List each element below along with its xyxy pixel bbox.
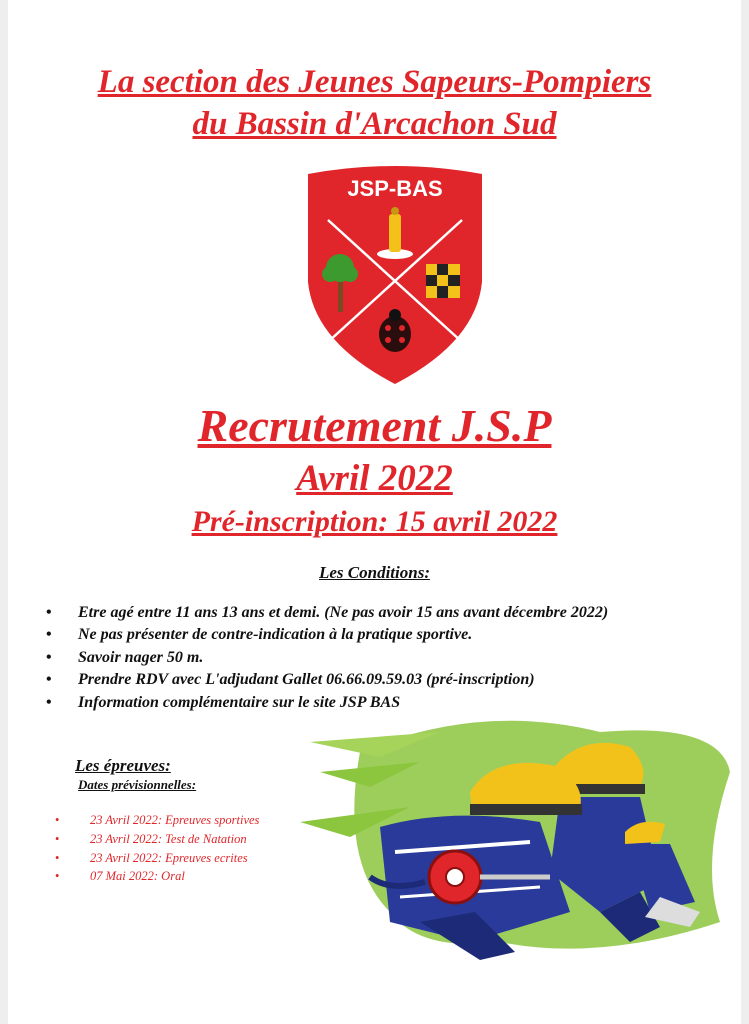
recruitment-month: Avril 2022	[296, 458, 453, 499]
epreuves-list	[52, 811, 259, 886]
preinscription-date: Pré-inscription: 15 avril 2022	[191, 505, 558, 538]
header-line-2: du Bassin d'Arcachon Sud	[192, 106, 557, 142]
list-item: • Etre agé entre 11 ans 13 ans et demi. (Ne pas avoir 15 ans avant décembre 2022)	[46, 604, 609, 621]
condition-text: Ne pas présenter de contre-indication à la pratique sportive.	[78, 626, 473, 644]
list-item: • 23 Avril 2022: Epreuves ecrites	[55, 850, 248, 865]
list-item: • 23 Avril 2022: Epreuves sportives	[55, 813, 260, 827]
epreuves-subtitle: Dates prévisionnelles:	[78, 777, 197, 792]
conditions-title: Les Conditions:	[319, 563, 430, 582]
recruitment-title: Recrutement J.S.P	[197, 400, 552, 451]
crest-label: JSP-BAS	[347, 176, 443, 201]
list-item: • Prendre RDV avec L'adjudant Gallet 06.66.09.59.03 (pré-inscription)	[46, 671, 535, 689]
list-item: • 07 Mai 2022: Oral	[55, 869, 185, 884]
list-item: • Information complémentaire sur le site JSP BAS	[46, 693, 401, 711]
jsp-bas-crest-icon	[300, 162, 490, 390]
epreuve-text: 23 Avril 2022: Test de Natation	[90, 831, 247, 846]
condition-text: Savoir nager 50 m.	[78, 648, 204, 666]
condition-text: Prendre RDV avec L'adjudant Gallet 06.66.09.59.03 (pré-inscription)	[78, 671, 535, 689]
list-item: • 23 Avril 2022: Test de Natation	[55, 831, 247, 846]
condition-text: Information complémentaire sur le site JSP BAS	[78, 693, 401, 711]
list-item: • Ne pas présenter de contre-indication à la pratique sportive.	[46, 626, 473, 644]
list-item: • Savoir nager 50 m.	[46, 648, 204, 666]
conditions-list	[40, 602, 730, 714]
epreuve-text: 23 Avril 2022: Epreuves ecrites	[90, 850, 248, 865]
epreuve-text: 23 Avril 2022: Epreuves sportives	[90, 813, 260, 827]
condition-text: Etre agé entre 11 ans 13 ans et demi. (Ne pas avoir 15 ans avant décembre 2022)	[78, 604, 609, 621]
firefighters-running-illustration	[300, 712, 740, 960]
header-line-1: La section des Jeunes Sapeurs-Pompiers	[97, 64, 652, 100]
checkered-shield-icon	[426, 264, 460, 298]
epreuves-title: Les épreuves:	[75, 756, 171, 775]
epreuve-text: 07 Mai 2022: Oral	[90, 869, 185, 884]
